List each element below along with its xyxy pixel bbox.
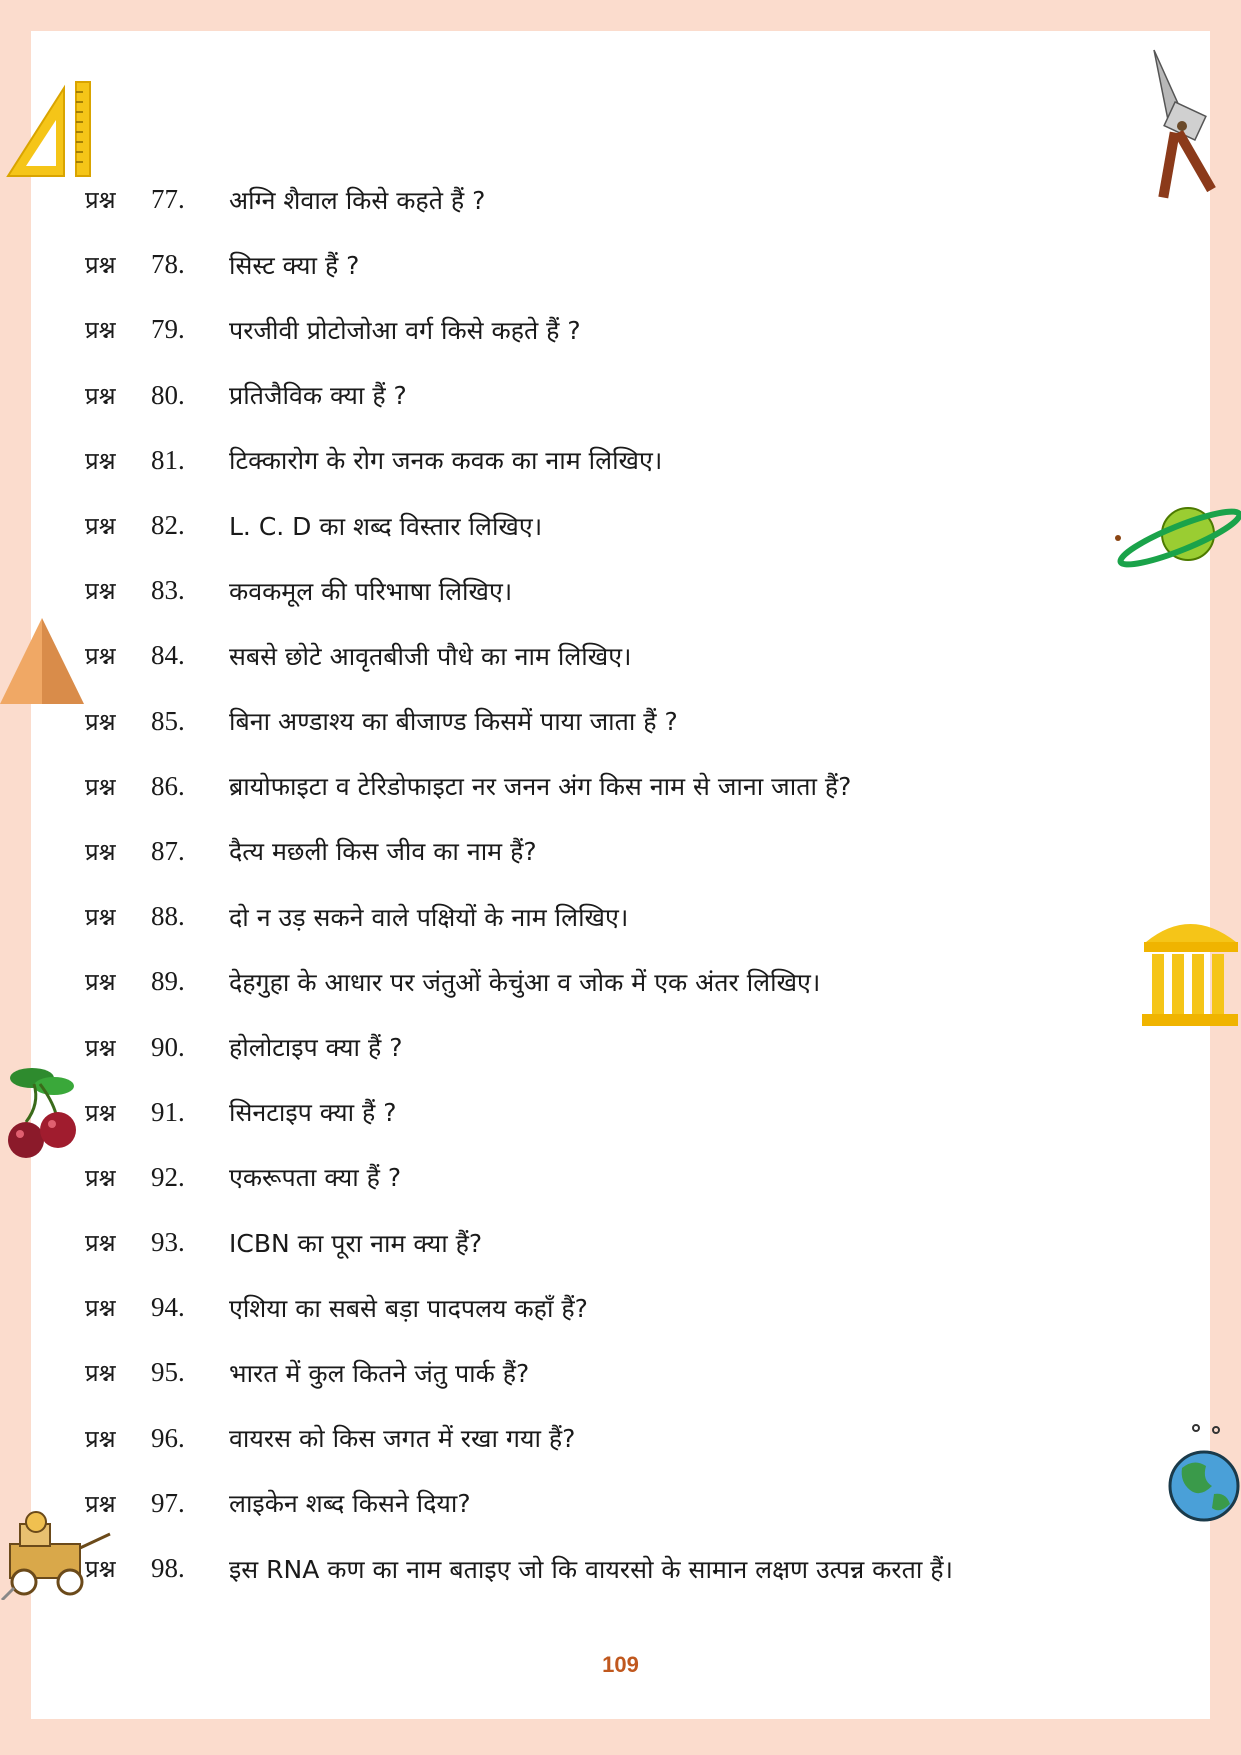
question-row — [85, 754, 953, 819]
question-label: प्रश्न — [85, 1229, 116, 1258]
question-number: 98. — [151, 1553, 185, 1584]
question-number: 83. — [151, 575, 185, 606]
question-label: प्रश्न — [85, 381, 116, 410]
question-row — [85, 819, 953, 884]
question-text: भारत में कुल कितने जंतु पार्क हैं? — [229, 1358, 530, 1388]
question-label: प्रश्न — [85, 1489, 116, 1518]
planet-icon — [1112, 498, 1241, 570]
question-label: प्रश्न — [85, 837, 116, 866]
question-text: ICBN का पूरा नाम क्या हैं? — [229, 1228, 483, 1258]
pillar-building-icon — [1140, 912, 1241, 1030]
question-number: 92. — [151, 1161, 185, 1192]
question-label: प्रश्न — [85, 1359, 116, 1388]
question-label: प्रश्न — [85, 251, 116, 280]
question-label: प्रश्न — [85, 1294, 116, 1323]
question-label: प्रश्न — [85, 1555, 116, 1584]
question-text: सबसे छोटे आवृतबीजी पौधे का नाम लिखिए। — [229, 641, 632, 671]
question-text: अग्नि शैवाल किसे कहते हैं ? — [229, 185, 486, 215]
question-label: प्रश्न — [85, 1098, 116, 1127]
question-row — [85, 167, 953, 232]
question-row — [85, 884, 953, 949]
page-number: 109 — [602, 1652, 639, 1677]
question-label: प्रश्न — [85, 1033, 116, 1062]
question-row — [85, 1275, 953, 1340]
question-text: दो न उड़ सकने वाले पक्षियों के नाम लिखिए। — [229, 902, 629, 932]
question-label: प्रश्न — [85, 577, 116, 606]
question-number: 87. — [151, 835, 185, 866]
question-text: देहगुहा के आधार पर जंतुओं केचुंआ व जोक में एक अंतर लिखिए। — [229, 967, 821, 997]
question-row — [85, 949, 953, 1014]
question-label: प्रश्न — [85, 642, 116, 671]
question-row — [85, 1145, 953, 1210]
question-text: ब्रायोफाइटा व टेरिडोफाइटा नर जनन अंग किस नाम से जाना जाता हैं? — [229, 772, 852, 802]
question-number: 84. — [151, 640, 185, 671]
cherries-icon — [4, 1060, 88, 1168]
question-number: 91. — [151, 1096, 185, 1127]
question-text: इस RNA कण का नाम बताइए जो कि वायरसो के सामान लक्षण उत्पन्न करता हैं। — [229, 1554, 954, 1584]
question-text: कवकमूल की परिभाषा लिखिए। — [229, 576, 513, 606]
question-number: 82. — [151, 510, 185, 541]
question-label: प्रश्न — [85, 968, 116, 997]
question-text: बिना अण्डाश्य का बीजाण्ड किसमें पाया जाता हैं ? — [229, 707, 678, 737]
globe-icon — [1160, 1422, 1241, 1528]
question-row — [85, 1014, 953, 1079]
question-list — [85, 167, 953, 1601]
question-text: एकरूपता क्या हैं ? — [229, 1163, 402, 1193]
question-row — [85, 363, 953, 428]
question-row — [85, 623, 953, 688]
question-text: सिस्ट क्या हैं ? — [229, 250, 360, 280]
question-number: 96. — [151, 1422, 185, 1453]
question-row — [85, 1471, 953, 1536]
question-label: प्रश्न — [85, 903, 116, 932]
question-row — [85, 428, 953, 493]
question-row — [85, 1536, 953, 1601]
question-number: 77. — [151, 184, 185, 215]
question-label: प्रश्न — [85, 316, 116, 345]
question-row — [85, 1406, 953, 1471]
question-row — [85, 558, 953, 623]
question-label: प्रश्न — [85, 1163, 116, 1192]
question-number: 78. — [151, 249, 185, 280]
question-number: 88. — [151, 901, 185, 932]
question-text: होलोटाइप क्या हैं ? — [229, 1033, 403, 1063]
question-label: प्रश्न — [85, 446, 116, 475]
question-number: 85. — [151, 705, 185, 736]
question-text: सिनटाइप क्या हैं ? — [229, 1098, 397, 1128]
question-text: परजीवी प्रोटोजोआ वर्ग किसे कहते हैं ? — [229, 315, 581, 345]
question-text: टिक्कारोग के रोग जनक कवक का नाम लिखिए। — [229, 446, 663, 476]
question-row — [85, 1080, 953, 1145]
question-text: लाइकेन शब्द किसने दिया? — [229, 1489, 471, 1519]
question-label: प्रश्न — [85, 1424, 116, 1453]
question-text: प्रतिजैविक क्या हैं ? — [229, 381, 407, 411]
pyramid-icon — [0, 616, 86, 706]
pruning-shears-icon — [1150, 48, 1241, 200]
question-row — [85, 297, 953, 362]
question-number: 79. — [151, 314, 185, 345]
question-number: 93. — [151, 1227, 185, 1258]
question-text: वायरस को किस जगत में रखा गया हैं? — [229, 1424, 576, 1454]
question-row — [85, 689, 953, 754]
question-number: 94. — [151, 1292, 185, 1323]
question-label: प्रश्न — [85, 772, 116, 801]
question-number: 80. — [151, 379, 185, 410]
question-label: प्रश्न — [85, 512, 116, 541]
question-number: 90. — [151, 1031, 185, 1062]
question-text: L. C. D का शब्द विस्तार लिखिए। — [229, 511, 543, 541]
question-number: 81. — [151, 444, 185, 475]
question-row — [85, 1340, 953, 1405]
question-number: 95. — [151, 1357, 185, 1388]
question-number: 89. — [151, 966, 185, 997]
question-row — [85, 1210, 953, 1275]
question-text: दैत्य मछली किस जीव का नाम हैं? — [229, 837, 537, 867]
question-number: 86. — [151, 770, 185, 801]
question-text: एशिया का सबसे बड़ा पादपलय कहाँ हैं? — [229, 1293, 588, 1323]
question-row — [85, 232, 953, 297]
question-label: प्रश्न — [85, 707, 116, 736]
question-row — [85, 493, 953, 558]
question-label: प्रश्न — [85, 186, 116, 215]
question-number: 97. — [151, 1487, 185, 1518]
